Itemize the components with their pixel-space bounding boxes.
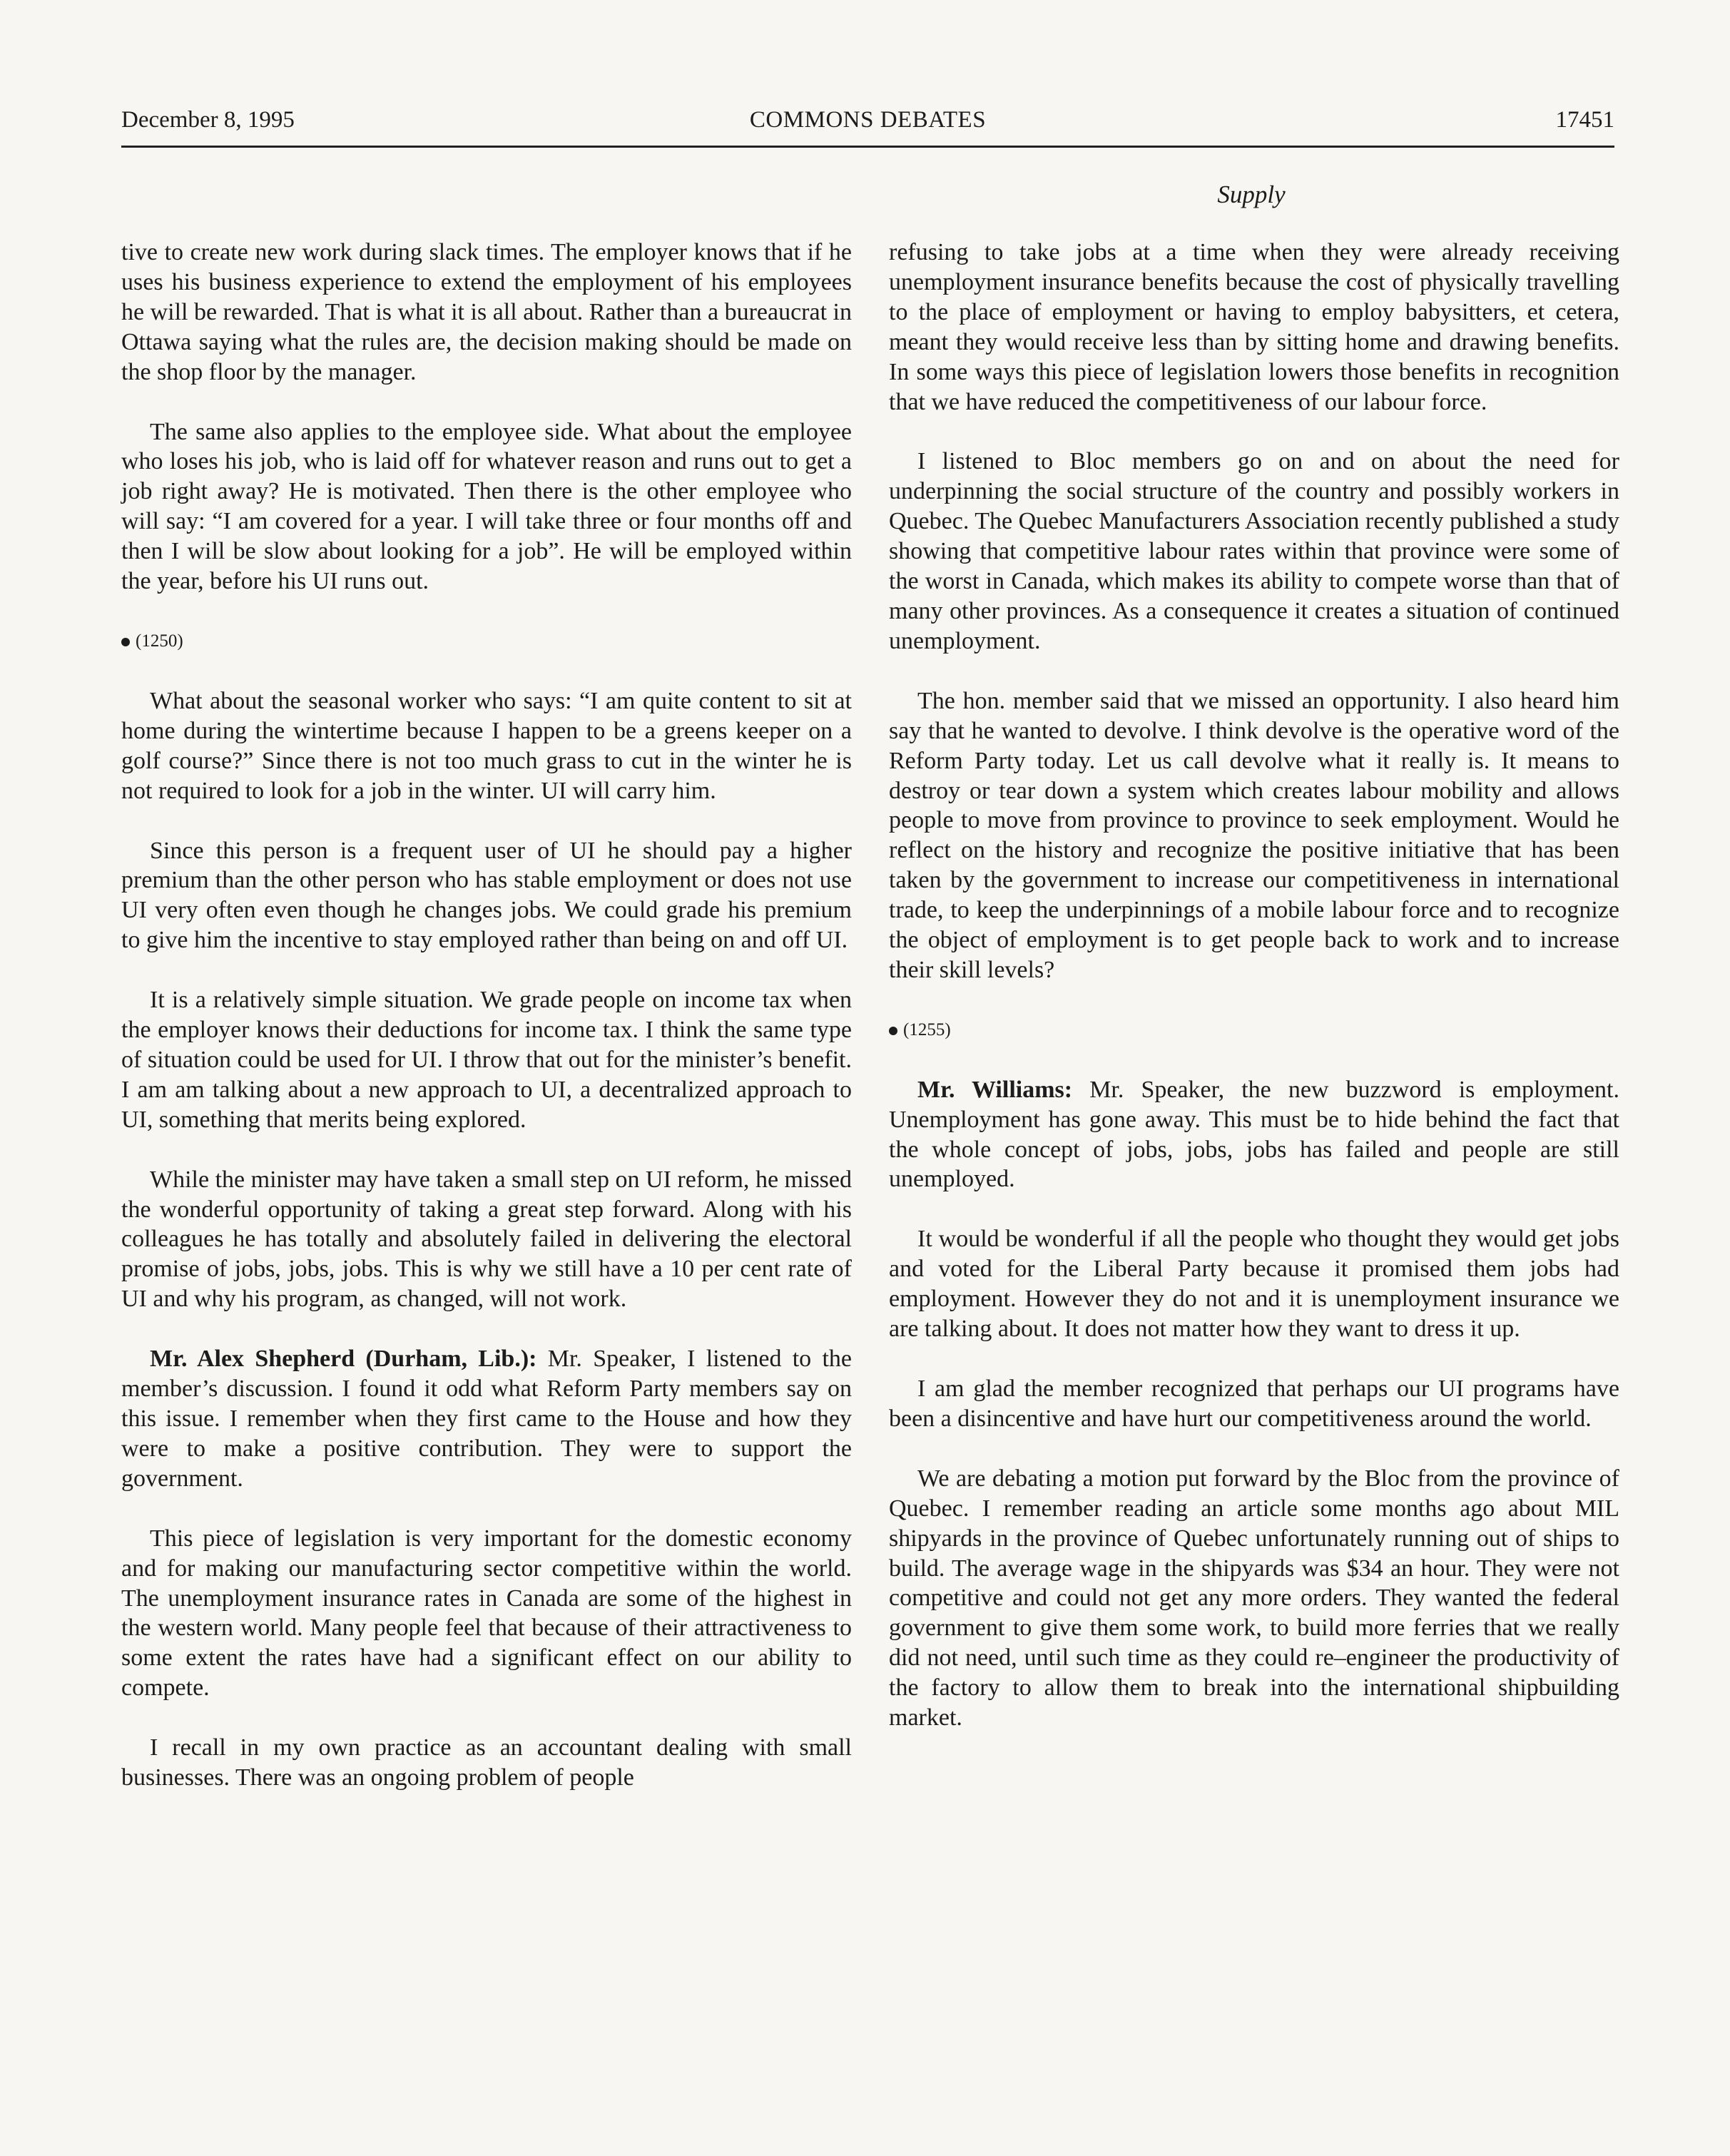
paragraph: The same also applies to the employee side. What about the employee who loses his job, who is laid off for whatever reason and runs out to get a job right away? He is motivated. Then there is the other employee who will say: “I am covered for a year. I will take three or four months off and then I will be slow about looking for a job”. He will be employed within the year, before his UI runs out. (121, 418, 852, 595)
paragraph: refusing to take jobs at a time when they were already receiving unemployment insurance benefits because the cost of physically travelling to the place of employment or having to employ babysitters, et cetera, meant they would receive less than by sitting home and drawing benefits. In some ways this piece of legislation lowers those benefits in recognition that we have reduced the competitiveness of our labour force. (889, 239, 1619, 415)
speech-text: Mr. Speaker, the new buzzword is employment. Unemployment has gone away. This must be to hide behind the fact that the whole concept of jobs, jobs, jobs has failed and people are still unemployed. (889, 1076, 1619, 1193)
paragraph: It would be wonderful if all the people who thought they would get jobs and voted for the Liberal Party because it promised them jobs had employment. However they do not and it is unemployment insurance we are talking about. It does not matter how they want to dress it up. (889, 1226, 1619, 1343)
speaker-name: Mr. Alex Shepherd (Durham, Lib.): (150, 1346, 537, 1373)
paragraph: This piece of legislation is very important for the domestic economy and for making our manufacturing sector competitive within the world. The unemployment insurance rates in Canada are some of the highest in the western world. Many people feel that because of their attractiveness to some extent the rates have had a significant effect on our ability to compete. (121, 1525, 852, 1702)
paragraph: It is a relatively simple situation. We grade people on income tax when the employer knows their deductions for income tax. I think the same type of situation could be used for UI. I throw that out for the minister’s benefit. I am am talking about a new approach to UI, a decentralized approach to UI, something that merits being explored. (121, 987, 852, 1133)
time-marker-text: (1250) (136, 631, 183, 651)
header-title: COMMONS DEBATES (749, 107, 987, 133)
paragraph: While the minister may have taken a small step on UI reform, he missed the wonderful opportunity of taking a great step forward. Along with his colleagues he has totally and absolutely failed in delivering the electoral promise of jobs, jobs, jobs. This is why we still have a 10 per cent rate of UI and why his program, as changed, will not work. (121, 1166, 852, 1313)
paragraph: Since this person is a frequent user of UI he should pay a higher premium than the other person who has stable employment or does not use UI very often even though he changes jobs. We could grade his premium to give him the incentive to stay employed rather than being on and off UI. (121, 837, 852, 954)
paragraph: I recall in my own practice as an accountant dealing with small businesses. There was an ongoing problem of people (121, 1734, 852, 1791)
section-title: Supply (1217, 180, 1286, 208)
right-column (889, 238, 1619, 1733)
speech-paragraph (889, 1075, 1619, 1195)
speaker-name: Mr. Williams: (917, 1076, 1073, 1103)
paragraph: I listened to Bloc members go on and on about the need for underpinning the social structure of the country and possibly workers in Quebec. The Quebec Manufacturers Association recently published a study showing that competitive labour rates within that province were some of the worst in Canada, which makes its ability to compete worse than that of many other provinces. As a consequence it creates a situation of continued unemployment. (889, 448, 1619, 654)
paragraph: What about the seasonal worker who says: “I am quite content to sit at home during the wintertime because I happen to be a greens keeper on a golf course?” Since there is not too much grass to cut in the winter he is not required to look for a job in the winter. UI will carry him. (121, 687, 852, 804)
speech-text: Mr. Speaker, I listened to the member’s discussion. I found it odd what Reform Party members say on this issue. I remember when they first came to the House and how they were to make a positive contribution. They were to support the government. (121, 1346, 852, 1492)
header-date: December 8, 1995 (121, 107, 295, 133)
paragraph: We are debating a motion put forward by the Bloc from the province of Quebec. I remember reading an article some months ago about MIL shipyards in the province of Quebec unfortunately running out of ships to build. The average wage in the shipyards was $34 an hour. They were not competitive and could not get any more orders. They wanted the federal government to give them some work, to build more ferries that we really did not need, until such time as they could re–engineer the productivity of the factory to allow them to break into the international shipbuilding market. (889, 1465, 1619, 1732)
header-page-number: 17451 (1555, 107, 1614, 133)
time-marker (121, 626, 852, 656)
bullet-icon (889, 1027, 897, 1035)
paragraph: I am glad the member recognized that perhaps our UI programs have been a disincentive and have hurt our competitiveness around the world. (889, 1376, 1619, 1432)
time-marker (889, 1015, 1619, 1045)
speech-paragraph (121, 1344, 852, 1494)
paragraph: tive to create new work during slack times. The employer knows that if he uses his business experience to extend the employment of his employees he will be rewarded. That is what it is all about. Rather than a bureaucrat in Ottawa saying what the rules are, the decision making should be made on the shop floor by the manager. (121, 239, 852, 385)
paragraph: The hon. member said that we missed an opportunity. I also heard him say that he wanted to devolve. I think devolve is the operative word of the Reform Party today. Let us call devolve what it really is. It means to destroy or tear down a system which creates labour mobility and allows people to move from province to province to seek employment. Would he reflect on the history and recognize the positive initiative that has been taken by the government to increase our competitiveness in international trade, to keep the underpinnings of a mobile labour force and to recognize the object of employment is to get people back to work and to increase their skill levels? (889, 687, 1619, 983)
page-header (121, 107, 1614, 150)
header-rule (121, 146, 1614, 148)
bullet-icon (121, 638, 130, 646)
left-column (121, 238, 852, 1793)
time-marker-text: (1255) (903, 1019, 951, 1039)
